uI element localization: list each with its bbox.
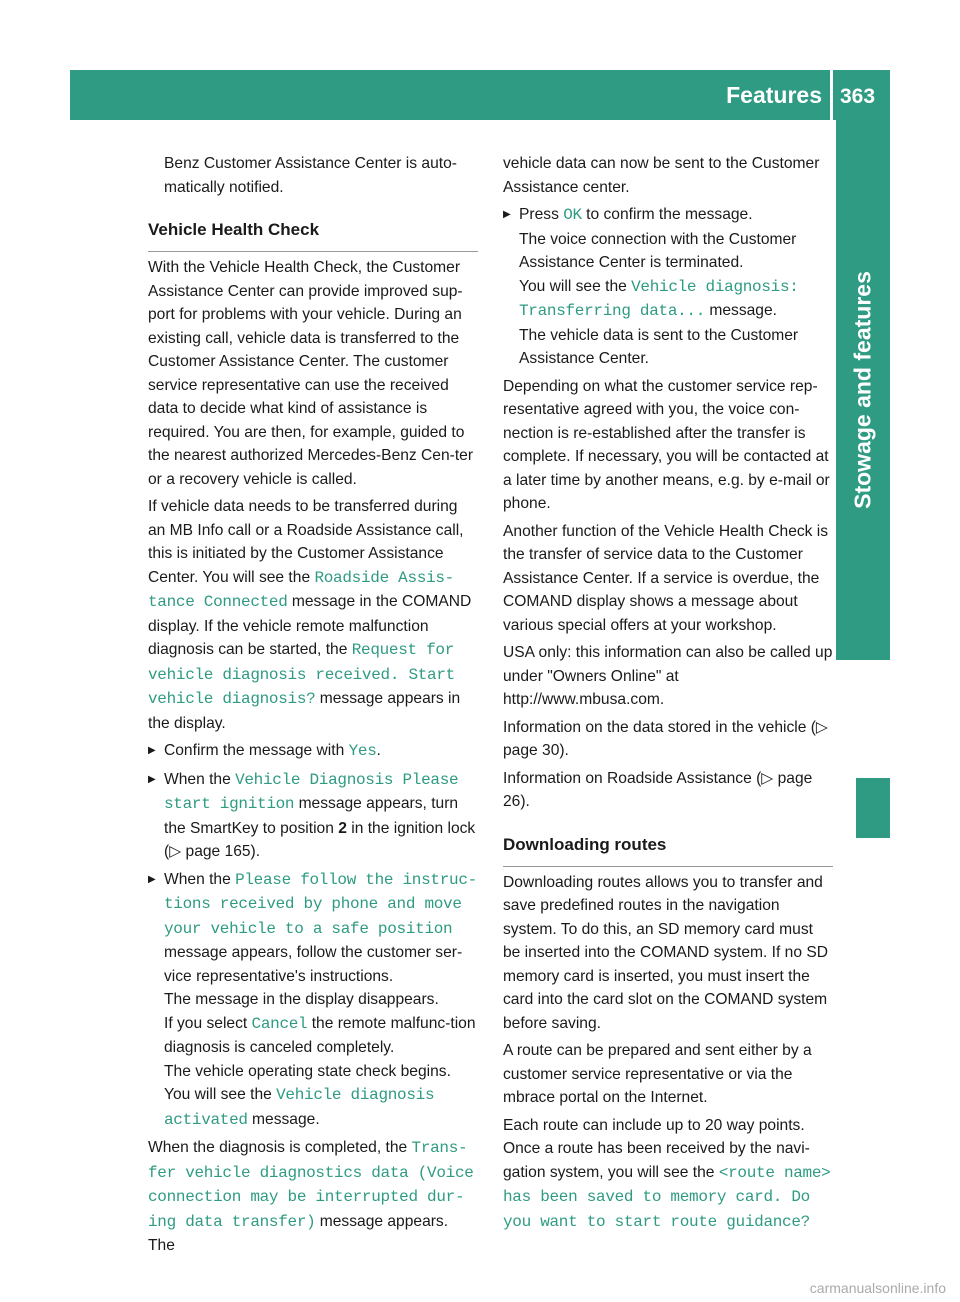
paragraph: Downloading routes allows you to transfer and save predefined routes in the navigation system. To do this, an SD memory card must be inserted into the COMAND system. If no SD memory card is inserted, you must insert the card into the card slot on the COMAND system before saving.: [503, 873, 828, 1032]
paragraph: With the Vehicle Health Check, the Customer Assistance Center can provide improved sup-port for problems with your vehicle. During an existing call, vehicle data is transferred to the Customer Assistance Center. The customer service representative can use the received data to decide what kind of assistance is required. You are then, for example, guided to the nearest authorized Mercedes-Benz Cen-ter or a recovery vehicle is called.: [148, 259, 474, 488]
header-title: Features: [726, 82, 822, 108]
step-result: The vehicle data is sent to the Customer Assistance Center.: [519, 326, 799, 367]
paragraph: Information on the data stored in the vehicle (▷ page 30).: [503, 718, 828, 759]
side-tab-marker: [856, 778, 890, 838]
step-result: The message in the display disappears.: [164, 991, 439, 1008]
text: Each route can include up to 20 way points. Once a route has been received by the navi-gation system, you will see the: [503, 1116, 810, 1181]
side-tab-label: Stowage and features: [849, 271, 876, 509]
display-message: <route name> has been saved to memory card. Do you want to start route guidance?: [503, 1163, 831, 1231]
display-message: Vehicle diagnosis activated: [164, 1086, 435, 1129]
display-message: Vehicle diagnosis: Transferring data...: [519, 277, 799, 320]
step: [503, 203, 833, 228]
display-message: Trans-fer vehicle diagnostics data (Voice connection may be interrupted dur-ing data transfer): [148, 1139, 474, 1231]
position-number: 2: [338, 819, 347, 837]
paragraph: Information on Roadside Assistance (▷ page 26).: [503, 769, 813, 810]
display-message: Vehicle Diagnosis Please start ignition: [164, 770, 459, 813]
page-header: [70, 70, 890, 120]
left-column: [148, 152, 478, 1258]
paragraph: [148, 495, 478, 735]
text: message in the COMAND display. If the vehicle remote malfunction diagnosis can be started, the: [148, 593, 472, 658]
display-message: OK: [563, 206, 582, 224]
text: in the ignition lock (▷ page 165).: [164, 819, 476, 860]
step-result: The voice connection with the Customer Assistance Center is terminated.: [519, 230, 797, 271]
text: If vehicle data needs to be transferred during an MB Info call or a Roadside Assistance call, this is initiated by the Customer Assistance Center. You will see the: [148, 498, 464, 586]
text: If you select: [164, 1014, 252, 1032]
step: [148, 768, 478, 864]
text: message appears, follow the customer ser-vice representative's instructions.: [164, 944, 463, 985]
text: message appears, turn the SmartKey to position: [164, 795, 459, 837]
step: [148, 739, 478, 764]
text: When the: [164, 870, 236, 888]
paragraph: A route can be prepared and sent either by a customer service representative or via the mbrace portal on the Internet.: [503, 1042, 812, 1106]
text: message appears. The: [148, 1212, 449, 1254]
display-message: Yes: [348, 742, 377, 760]
intro-text: Benz Customer Assistance Center is auto-matically notified.: [164, 155, 457, 196]
paragraph: Another function of the Vehicle Health Check is the transfer of service data to the Customer Assistance Center. If a service is overdue, the COMAND display shows a message about various special offers at your workshop.: [503, 522, 829, 634]
watermark: carmanualsonline.info: [809, 1280, 946, 1296]
text: Press: [519, 206, 564, 223]
text: message appears in the display.: [148, 690, 461, 732]
step-result: [503, 275, 833, 324]
text: message.: [247, 1110, 320, 1128]
text: to confirm the message.: [581, 206, 753, 223]
step-result: [148, 1060, 478, 1133]
step: [148, 868, 478, 989]
text: message.: [705, 302, 777, 319]
right-column: [503, 152, 833, 1234]
paragraph: vehicle data can now be sent to the Customer Assistance center.: [503, 155, 820, 196]
display-message: Cancel: [251, 1014, 308, 1033]
text: .: [376, 742, 381, 759]
heading-downloading-routes: Downloading routes: [503, 834, 833, 867]
paragraph: [503, 1114, 833, 1235]
text: the remote malfunc-tion diagnosis is canceled completely.: [164, 1014, 476, 1056]
text: The vehicle operating state check begins. You will see the: [164, 1062, 451, 1103]
paragraph: [148, 1136, 478, 1258]
text: You will see the: [519, 277, 632, 295]
side-tab: [836, 120, 890, 660]
text: When the: [164, 770, 236, 788]
text: Confirm the message with: [164, 742, 349, 759]
display-message: Please follow the instruc-tions received by phone and move your vehicle to a safe position: [164, 870, 477, 938]
page-number: 363: [840, 85, 876, 108]
paragraph: Depending on what the customer service rep-resentative agreed with you, the voice con-nection is re-established after the transfer is complete. If necessary, you will be contacted at a later time by another means, e.g. by e-mail or phone.: [503, 377, 830, 512]
paragraph: USA only: this information can also be called up under "Owners Online" at http://www.mbusa.com.: [503, 644, 833, 708]
step-result: [148, 1012, 478, 1060]
display-message: Request for vehicle diagnosis received. Start vehicle diagnosis?: [148, 641, 455, 708]
text: When the diagnosis is completed, the: [148, 1139, 412, 1156]
heading-vehicle-health-check: Vehicle Health Check: [148, 219, 478, 252]
display-message: Roadside Assis-tance Connected: [148, 568, 454, 611]
header-separator: [830, 70, 833, 120]
